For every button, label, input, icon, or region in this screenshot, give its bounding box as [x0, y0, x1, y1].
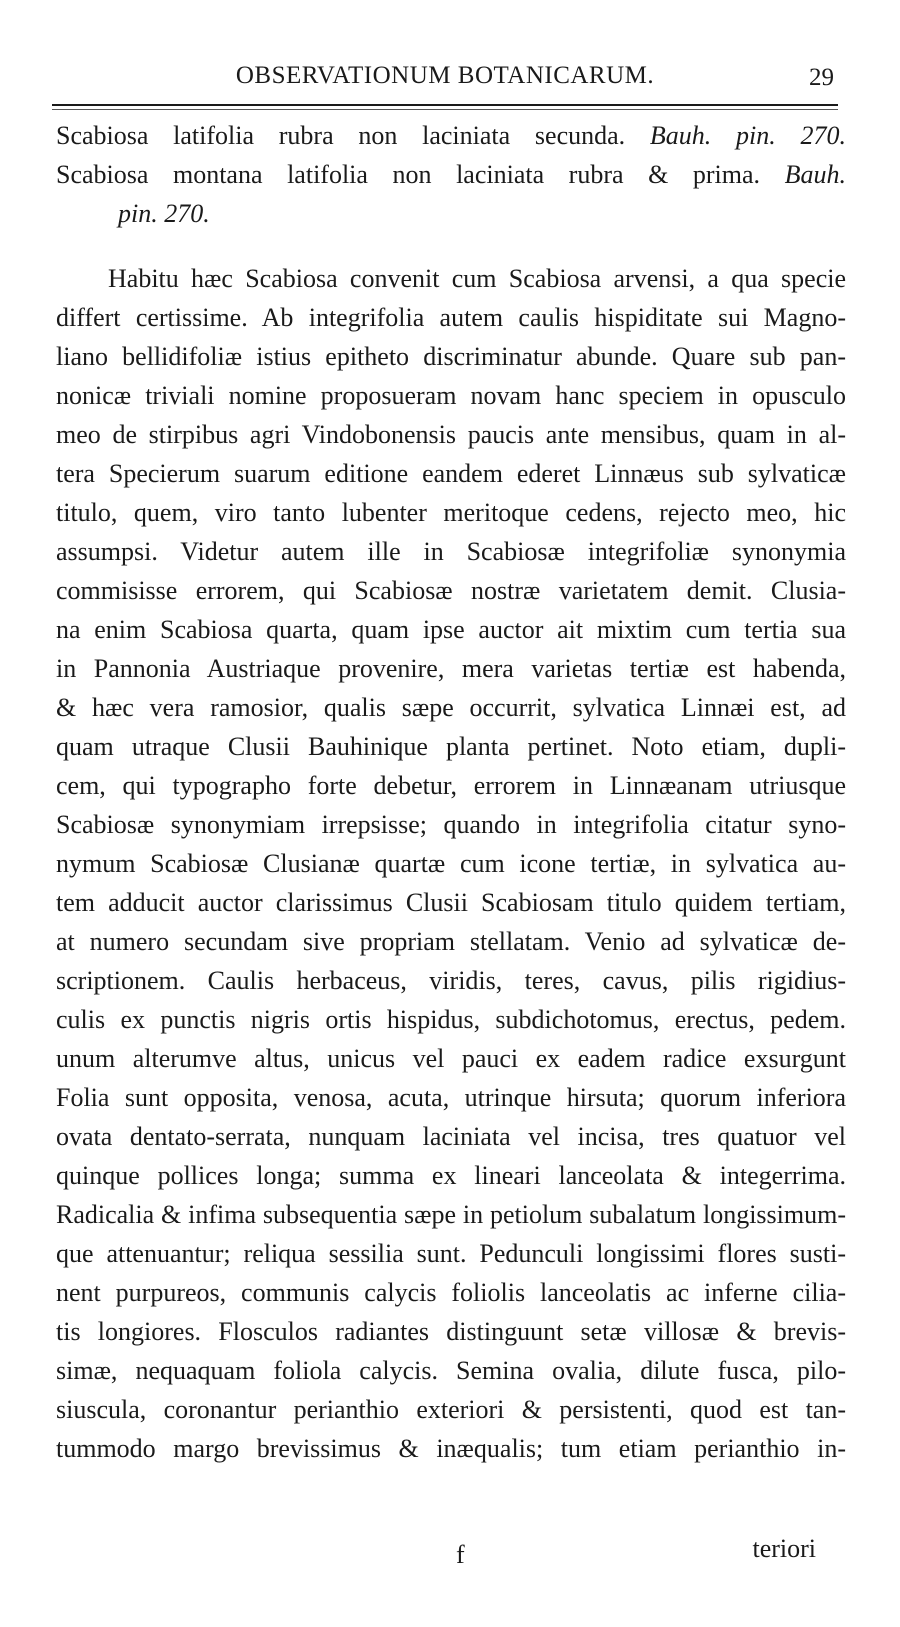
synonym-line-2	[56, 155, 846, 194]
text-line: unum alterumve altus, unicus vel pauci ex eadem radice exsurgunt	[56, 1044, 846, 1073]
text-line: Scabiosæ synonymiam irrepsisse; quando in integrifolia citatur syno-	[56, 810, 846, 839]
synonym-line-1	[56, 116, 846, 155]
page-number: 29	[809, 64, 834, 91]
text-line: in Pannonia Austriaque provenire, mera varietas tertiæ est habenda,	[56, 654, 846, 683]
text-line: scriptionem. Caulis herbaceus, viridis, teres, cavus, pilis rigidius-	[56, 966, 846, 995]
paragraph	[56, 259, 846, 1468]
synonym-reference: Bauh.	[784, 160, 847, 189]
synonym-name: Scabiosa montana latifolia non laciniata rubra & prima.	[56, 160, 761, 189]
text-line: tem adducit auctor clarissimus Clusii Scabiosam titulo quidem tertiam,	[56, 888, 846, 917]
catchword: teriori	[752, 1534, 816, 1563]
text-block	[56, 116, 846, 1468]
text-line: commisisse errorem, qui Scabiosæ nostræ varietatem demit. Clusia-	[56, 576, 846, 605]
synonym-line-2-continued	[56, 194, 846, 233]
header-rule	[52, 104, 838, 106]
synonym-name: Scabiosa latifolia rubra non laciniata secunda.	[56, 121, 626, 150]
text-line: differt certissime. Ab integrifolia autem caulis hispiditate sui Magno-	[56, 303, 846, 332]
text-line: & hæc vera ramosior, qualis sæpe occurrit, sylvatica Linnæi est, ad	[56, 693, 846, 722]
text-line: titulo, quem, viro tanto lubenter meritoque cedens, rejecto meo, hic	[56, 498, 846, 527]
synonym-reference: Bauh. pin. 270.	[649, 121, 846, 150]
text-line: tis longiores. Flosculos radiantes distinguunt setæ villosæ & brevis-	[56, 1317, 846, 1346]
text-line: que attenuantur; reliqua sessilia sunt. Pedunculi longissimi flores susti-	[56, 1239, 846, 1268]
running-title: OBSERVATIONUM BOTANICARUM.	[235, 62, 655, 89]
text-line: meo de stirpibus agri Vindobonensis paucis ante mensibus, quam in al-	[56, 420, 846, 449]
text-line: siuscula, coronantur perianthio exteriori & persistenti, quod est tan-	[56, 1395, 846, 1424]
text-line: ovata dentato-serrata, nunquam laciniata vel incisa, tres quatuor vel	[56, 1122, 846, 1151]
text-line: quam utraque Clusii Bauhinique planta pertinet. Noto etiam, dupli-	[56, 732, 846, 761]
text-line: na enim Scabiosa quarta, quam ipse auctor ait mixtim cum tertia sua	[56, 615, 846, 644]
text-line: tera Specierum suarum editione eandem ederet Linnæus sub sylvaticæ	[56, 459, 846, 488]
text-line: Habitu hæc Scabiosa convenit cum Scabiosa arvensi, a qua specie	[108, 264, 846, 293]
text-line: liano bellidifoliæ istius epitheto discriminatur abunde. Quare sub pan-	[56, 342, 846, 371]
text-line: Radicalia & infima subsequentia sæpe in petiolum subalatum longissimum-	[56, 1200, 846, 1229]
text-line: quinque pollices longa; summa ex lineari lanceolata & integerrima.	[56, 1161, 846, 1190]
text-line: at numero secundam sive propriam stellatam. Venio ad sylvaticæ de-	[56, 927, 846, 956]
signature-mark: f	[456, 1540, 465, 1569]
text-line: simæ, nequaquam foliola calycis. Semina ovalia, dilute fusca, pilo-	[56, 1356, 846, 1385]
header-rule-thin	[52, 109, 838, 110]
text-line: nonicæ triviali nomine proposueram novam hanc speciem in opusculo	[56, 381, 846, 410]
text-line: cem, qui typographo forte debetur, errorem in Linnæanam utriusque	[56, 771, 846, 800]
text-line: culis ex punctis nigris ortis hispidus, subdichotomus, erectus, pedem.	[56, 1005, 846, 1034]
page-footer	[56, 1534, 846, 1580]
text-line: Folia sunt opposita, venosa, acuta, utrinque hirsuta; quorum inferiora	[56, 1083, 846, 1112]
synonym-reference-continued: pin. 270.	[118, 199, 210, 228]
text-line: nymum Scabiosæ Clusianæ quartæ cum icone tertiæ, in sylvatica au-	[56, 849, 846, 878]
text-line: nent purpureos, communis calycis foliolis lanceolatis ac inferne cilia-	[56, 1278, 846, 1307]
text-line: tummodo margo brevissimus & inæqualis; tum etiam perianthio in-	[56, 1434, 846, 1463]
text-line: assumpsi. Videtur autem ille in Scabiosæ integrifoliæ synonymia	[56, 537, 846, 566]
running-head	[50, 62, 840, 102]
